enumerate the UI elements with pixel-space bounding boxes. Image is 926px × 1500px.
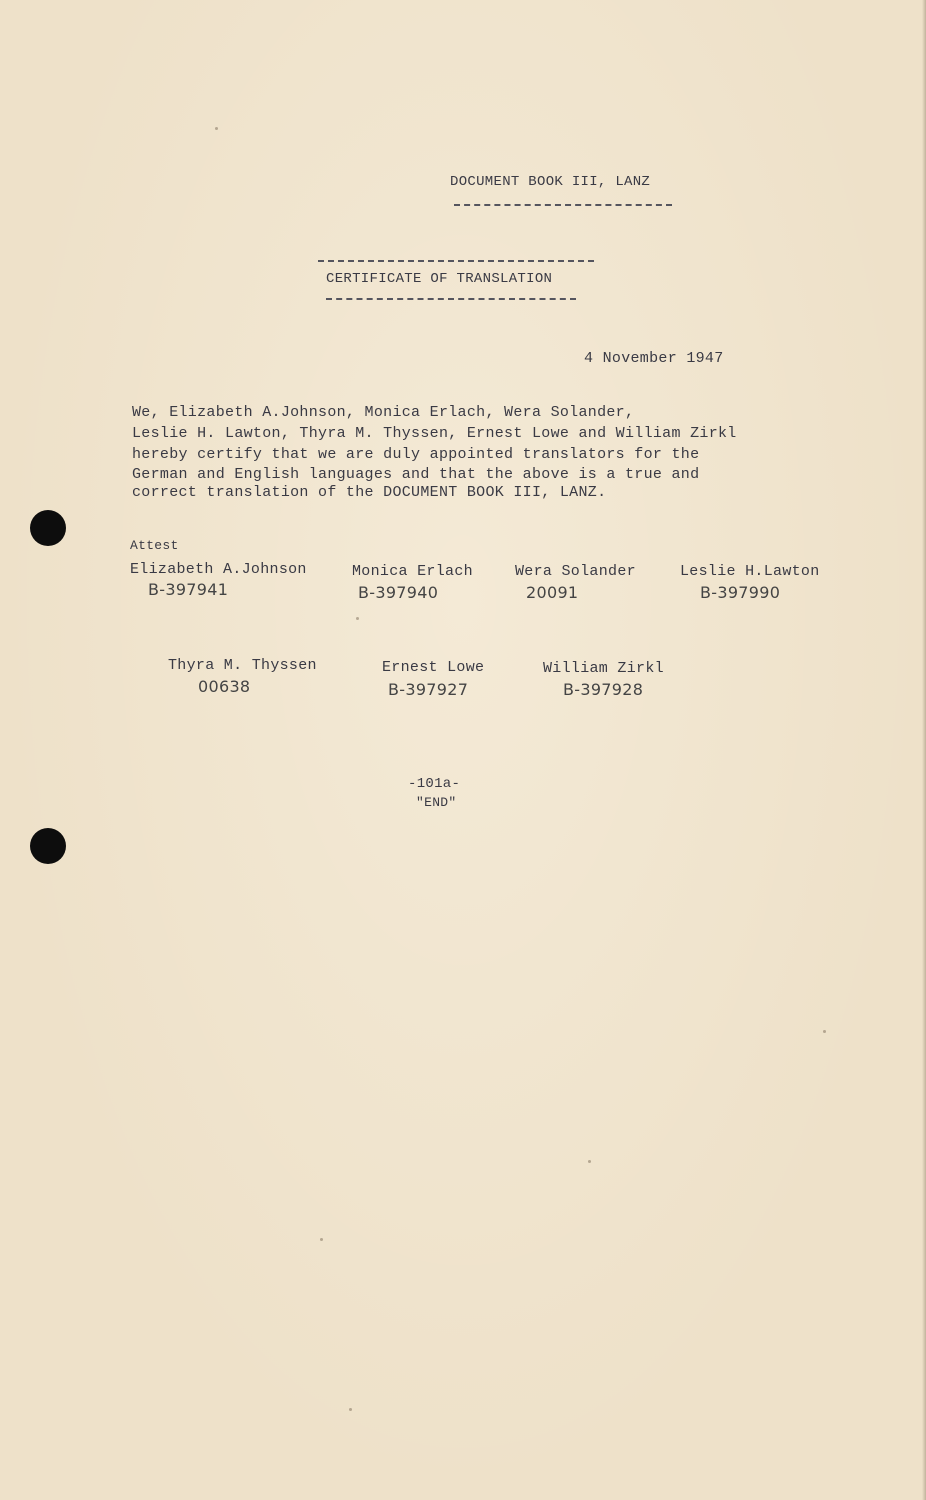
title-overline: [318, 260, 594, 262]
paper-speck: [349, 1408, 352, 1411]
signatory-name: Elizabeth A.Johnson: [130, 561, 307, 578]
body-line-2: Leslie H. Lawton, Thyra M. Thyssen, Ernest Lowe and William Zirkl: [132, 425, 737, 442]
signatory-number: B-397990: [700, 583, 781, 602]
body-line-3: hereby certify that we are duly appointed translators for the: [132, 446, 700, 463]
signatory-name: Ernest Lowe: [382, 659, 485, 676]
punch-hole-bottom: [30, 828, 66, 864]
paper-speck: [588, 1160, 591, 1163]
certificate-date: 4 November 1947: [584, 350, 724, 367]
signatory-name: Thyra M. Thyssen: [168, 657, 317, 674]
title-underline: [326, 298, 576, 300]
signatory-number: B-397927: [388, 680, 469, 699]
reference-underline: [454, 204, 672, 206]
signatory-number: 00638: [198, 677, 251, 696]
attest-label: Attest: [130, 538, 179, 553]
document-reference: DOCUMENT BOOK III, LANZ: [450, 174, 651, 190]
signatory-number: B-397940: [358, 583, 439, 602]
body-line-4: German and English languages and that the above is a true and: [132, 466, 700, 483]
body-line-1: We, Elizabeth A.Johnson, Monica Erlach, Wera Solander,: [132, 404, 635, 421]
signatory-name: Monica Erlach: [352, 563, 473, 580]
punch-hole-top: [30, 510, 66, 546]
signatory-number: B-397941: [148, 580, 229, 599]
paper-speck: [320, 1238, 323, 1241]
paper-speck: [356, 617, 359, 620]
certificate-title: CERTIFICATE OF TRANSLATION: [326, 271, 553, 287]
signatory-name: Leslie H.Lawton: [680, 563, 820, 580]
body-line-5: correct translation of the DOCUMENT BOOK III, LANZ.: [132, 484, 607, 501]
end-marker: "END": [416, 795, 457, 810]
signatory-number: 20091: [526, 583, 579, 602]
page-number: -101a-: [408, 776, 461, 792]
signatory-number: B-397928: [563, 680, 644, 699]
signatory-name: William Zirkl: [543, 660, 664, 677]
page-edge: [922, 0, 926, 1500]
paper-speck: [823, 1030, 826, 1033]
signatory-name: Wera Solander: [515, 563, 636, 580]
paper-speck: [215, 127, 218, 130]
